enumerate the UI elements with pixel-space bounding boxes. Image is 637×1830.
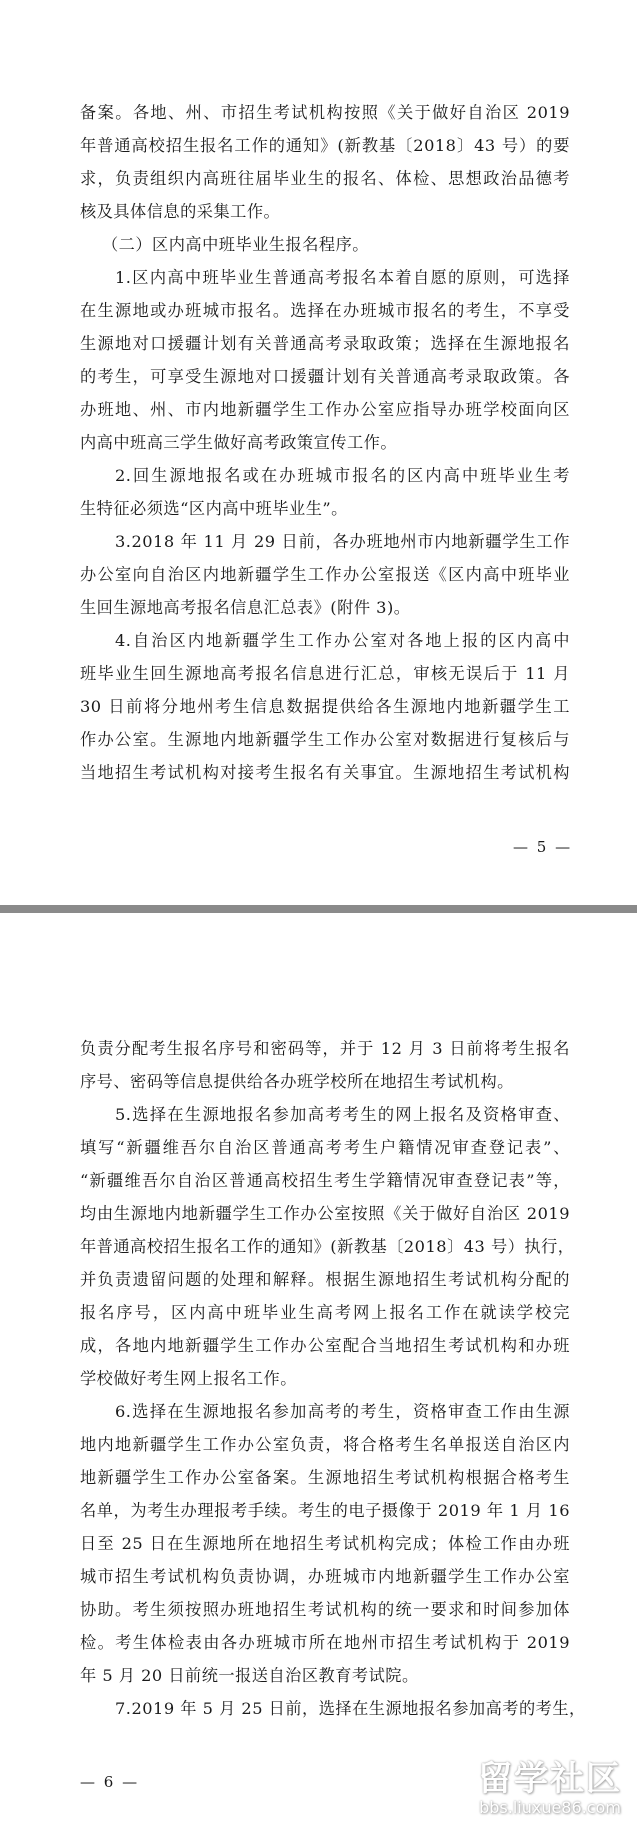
text-line: 6.选择在生源地报名参加高考的考生，资格审查工作由生源 <box>115 1402 570 1421</box>
text-line: 成，各地内地新疆学生工作办公室配合当地招生考试机构和办班 <box>80 1336 570 1355</box>
text-line: 年 5 月 20 日前统一报送自治区教育考试院。 <box>80 1666 419 1685</box>
text-line: 7.2019 年 5 月 25 日前，选择在生源地报名参加高考的考生， <box>115 1699 586 1718</box>
text-line: 生回生源地高考报名信息汇总表》(附件 3)。 <box>80 598 411 617</box>
text-line: 办班地、州、市内地新疆学生工作办公室应指导办班学校面向区 <box>80 400 570 419</box>
watermark-title: 留学社区 <box>478 1759 622 1799</box>
text-line: 地内地新疆学生工作办公室负责，将合格考生名单报送自治区内 <box>80 1435 570 1454</box>
text-line: 序号、密码等信息提供给各办班学校所在地招生考试机构。 <box>80 1072 514 1091</box>
text-line: 填写“新疆维吾尔自治区普通高考考生户籍情况审查登记表”、 <box>80 1138 570 1157</box>
page-number-6: — 6 — <box>80 1773 140 1791</box>
text-line: 的考生，可享受生源地对口援疆计划有关普通高考录取政策。各 <box>80 367 570 386</box>
text-line: 报名序号，区内高中班毕业生高考网上报名工作在就读学校完 <box>80 1303 570 1322</box>
page-number-5: — 5 — <box>513 838 573 856</box>
document-page-5 <box>0 0 637 905</box>
text-line: 5.选择在生源地报名参加高考考生的网上报名及资格审查、 <box>115 1105 570 1124</box>
text-line: 并负责遗留问题的处理和解释。根据生源地招生考试机构分配的 <box>80 1270 570 1289</box>
text-line: 负责分配考生报名序号和密码等，并于 12 月 3 日前将考生报名 <box>80 1039 570 1058</box>
text-line: 2.回生源地报名或在办班城市报名的区内高中班毕业生考 <box>115 466 570 485</box>
text-line: 班毕业生回生源地高考报名信息进行汇总，审核无误后于 11 月 <box>80 664 570 683</box>
text-line: 4.自治区内地新疆学生工作办公室对各地上报的区内高中 <box>115 631 570 650</box>
text-line: 备案。各地、州、市招生考试机构按照《关于做好自治区 2019 <box>80 103 570 122</box>
text-line: 办公室向自治区内地新疆学生工作办公室报送《区内高中班毕业 <box>80 565 570 584</box>
text-line: 求，负责组织内高班往届毕业生的报名、体检、思想政治品德考 <box>80 169 570 188</box>
site-watermark <box>470 1760 630 1822</box>
text-line: 年普通高校招生报名工作的通知》(新教基〔2018〕43 号）的要 <box>80 136 570 155</box>
text-line: 协助。考生须按照办班地招生考试机构的统一要求和时间参加体 <box>80 1600 570 1619</box>
text-line: 城市招生考试机构负责协调，办班城市内地新疆学生工作办公室 <box>80 1567 570 1586</box>
text-line: 检。考生体检表由各办班城市所在地州市招生考试机构于 2019 <box>80 1633 570 1652</box>
page-6-body-text <box>80 1032 586 1725</box>
text-line: 核及具体信息的采集工作。 <box>80 202 281 221</box>
document-page-6 <box>0 913 637 1830</box>
text-line: “新疆维吾尔自治区普通高校招生考生学籍情况审查登记表”等， <box>80 1171 570 1190</box>
text-line: 年普通高校招生报名工作的通知》(新教基〔2018〕43 号）执行， <box>80 1237 575 1256</box>
text-line: 作办公室。生源地内地新疆学生工作办公室对数据进行复核后与 <box>80 730 570 749</box>
text-line: 30 日前将分地州考生信息数据提供给各生源地内地新疆学生工 <box>80 697 570 716</box>
watermark-url: bbs.liuxue86.com <box>479 1798 621 1817</box>
text-line: 均由生源地内地新疆学生工作办公室按照《关于做好自治区 2019 <box>80 1204 570 1223</box>
text-line: 地新疆学生工作办公室备案。生源地招生考试机构根据合格考生 <box>80 1468 570 1487</box>
text-line: 1.区内高中班毕业生普通高考报名本着自愿的原则，可选择 <box>115 268 570 287</box>
text-line: 3.2018 年 11 月 29 日前，各办班地州市内地新疆学生工作 <box>115 532 570 551</box>
text-line: 学校做好考生网上报名工作。 <box>80 1369 297 1388</box>
text-line: 日至 25 日在生源地所在地招生考试机构完成；体检工作由办班 <box>80 1534 570 1553</box>
text-line: 生特征必须选“区内高中班毕业生”。 <box>80 499 348 518</box>
page-5-body-text <box>80 96 570 789</box>
section-heading: （二）区内高中班毕业生报名程序。 <box>102 235 369 254</box>
text-line: 名单，为考生办理报考手续。考生的电子摄像于 2019 年 1 月 16 <box>80 1501 570 1520</box>
page-divider <box>0 905 637 913</box>
text-line: 内高中班高三学生做好高考政策宣传工作。 <box>80 433 398 452</box>
text-line: 生源地对口援疆计划有关普通高考录取政策；选择在生源地报名 <box>80 334 570 353</box>
text-line: 在生源地或办班城市报名。选择在办班城市报名的考生，不享受 <box>80 301 570 320</box>
text-line: 当地招生考试机构对接考生报名有关事宜。生源地招生考试机构 <box>80 763 570 782</box>
